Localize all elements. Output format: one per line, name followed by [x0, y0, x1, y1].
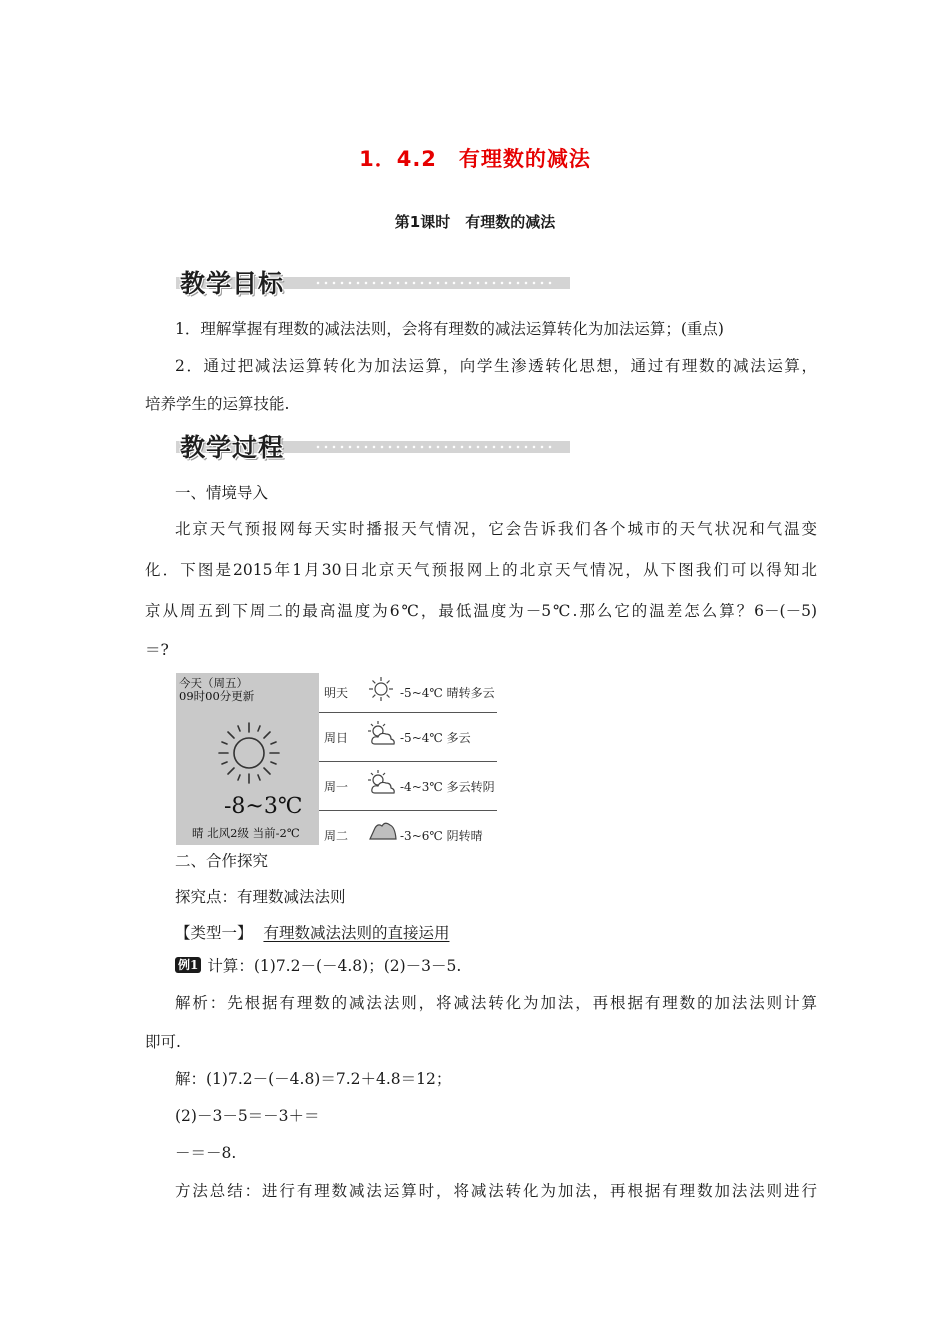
method-summary: 方法总结：进行有理数减法运算时，将减法转化为加法，再根据有理数加法法则进行 [175, 1182, 817, 1200]
explore-point: 探究点：有理数减法法则 [175, 888, 346, 906]
intro-line-1: 北京天气预报网每天实时播报天气情况，它会告诉我们各个城市的天气状况和气温变 [175, 520, 817, 538]
forecast-row [319, 718, 497, 760]
divider [319, 761, 497, 762]
solution-line-3: －＝－8. [175, 1144, 237, 1162]
type-heading [145, 922, 817, 944]
forecast-info: -3~6℃ 阴转晴 [400, 829, 483, 843]
section-heading: 教学过程 [180, 433, 285, 462]
example-tag: 例1 [175, 957, 201, 973]
objective-item-1: 1．理解掌握有理数的减法法则，会将有理数的减法运算转化为加法运算；(重点) [175, 320, 724, 338]
forecast-info: -5~4℃ 晴转多云 [400, 686, 495, 700]
partly-cloudy-icon [367, 720, 397, 748]
forecast-day: 周一 [324, 780, 349, 794]
section-heading: 教学目标 [180, 269, 285, 298]
explore-heading: 二、合作探究 [175, 852, 269, 870]
solution-line-1: 解：(1)7.2－(－4.8)＝7.2＋4.8＝12； [175, 1070, 452, 1088]
section-banner-objectives [176, 264, 570, 298]
forecast-day: 明天 [324, 686, 349, 700]
forecast-row [319, 767, 497, 809]
updated-time: 09时00分更新 [179, 689, 255, 703]
today-label: 今天（周五） [179, 676, 248, 690]
analysis-line-2: 即可. [145, 1033, 181, 1051]
cloud-icon [367, 818, 399, 844]
objective-item-2: 2．通过把减法运算转化为加法运算，向学生渗透转化思想，通过有理数的减法运算， [175, 357, 817, 375]
page-title: 1．4.2 有理数的减法 [359, 147, 591, 171]
forecast-day: 周日 [324, 731, 349, 745]
type-title: 有理数减法法则的直接运用 [263, 924, 450, 942]
today-panel [176, 673, 319, 845]
intro-line-4: ＝? [145, 641, 169, 659]
type-label: 【类型一】 [175, 924, 253, 942]
intro-line-3: 京从周五到下周二的最高温度为6℃，最低温度为－5℃.那么它的温差怎么算？6－(－5) [145, 602, 817, 620]
today-range: -8~3℃ [224, 794, 303, 819]
forecast-info: -5~4℃ 多云 [400, 731, 471, 745]
intro-heading: 一、情境导入 [175, 484, 269, 502]
objective-item-2-cont: 培养学生的运算技能. [145, 395, 290, 413]
weather-widget [176, 673, 497, 845]
sun-icon [211, 715, 287, 791]
section-banner-process [176, 428, 570, 462]
today-detail: 晴 北风2级 当前-2℃ [192, 826, 300, 840]
example-text: 计算：(1)7.2－(－4.8)；(2)－3－5. [207, 957, 462, 975]
intro-line-2: 化．下图是2015年1月30日北京天气预报网上的北京天气情况，从下图我们可以得知北 [145, 561, 817, 579]
forecast-row [319, 673, 497, 715]
page-subtitle: 第1课时 有理数的减法 [394, 213, 556, 231]
analysis-line-1: 解析：先根据有理数的减法法则，将减法转化为加法，再根据有理数的加法法则计算 [175, 994, 817, 1012]
sun-icon [367, 675, 395, 703]
partly-cloudy-icon [367, 769, 397, 797]
divider [319, 810, 497, 811]
forecast-info: -4~3℃ 多云转阴 [400, 780, 495, 794]
forecast-day: 周二 [324, 829, 349, 843]
solution-line-2: (2)－3－5＝－3＋＝ [175, 1107, 320, 1125]
example-line [175, 955, 847, 977]
divider [319, 712, 497, 713]
